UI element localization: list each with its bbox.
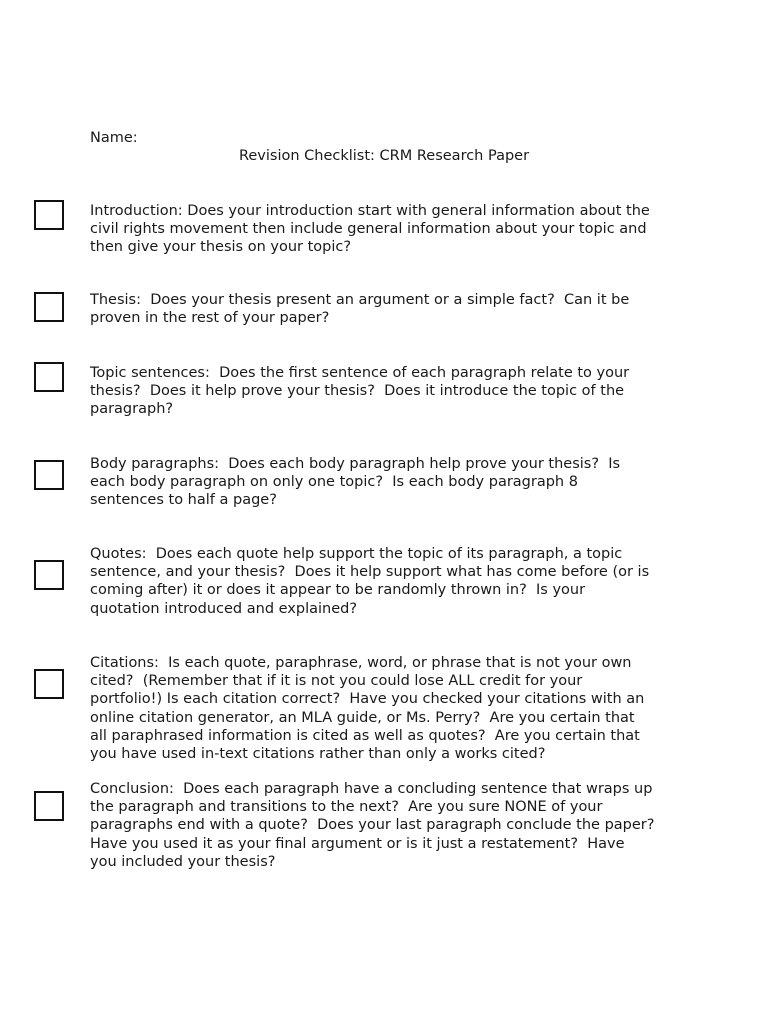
item-text-line: Body paragraphs: Does each body paragraph help prove your thesis? Is xyxy=(90,456,621,472)
item-text-line: civil rights movement then include general information about your topic and xyxy=(90,221,647,238)
item-text xyxy=(90,202,690,257)
checkbox[interactable] xyxy=(34,560,64,590)
checkbox[interactable] xyxy=(34,460,64,490)
item-text-line: you have used in-text citations rather than only a works cited? xyxy=(90,746,546,763)
item-text-line: Introduction: Does your introduction start with general information about the xyxy=(90,203,650,219)
item-text-line: all paraphrased information is cited as well as quotes? Are you certain that xyxy=(90,727,640,744)
item-text xyxy=(90,545,690,618)
item-text-line: online citation generator, an MLA guide, or Ms. Perry? Are you certain that xyxy=(90,709,635,726)
item-text-line: portfolio!) Is each citation correct? Have you checked your citations with an xyxy=(90,691,645,708)
name-label: Name: xyxy=(90,130,138,146)
item-text-line: Topic sentences: Does the first sentence of each paragraph relate to your xyxy=(90,365,630,381)
checkbox[interactable] xyxy=(34,791,64,821)
checkbox[interactable] xyxy=(34,362,64,392)
item-text-line: cited? (Remember that if it is not you could lose ALL credit for your xyxy=(90,673,583,690)
item-text-line: sentence, and your thesis? Does it help support what has come before (or is xyxy=(90,564,650,581)
item-text-line: Have you used it as your final argument or is it just a restatement? Have xyxy=(90,835,625,852)
checkbox[interactable] xyxy=(34,669,64,699)
item-text-line: Quotes: Does each quote help support the topic of its paragraph, a topic xyxy=(90,546,623,562)
item-text-line: coming after) it or does it appear to be randomly thrown in? Is your xyxy=(90,582,586,599)
item-text xyxy=(90,654,690,763)
checkbox[interactable] xyxy=(34,200,64,230)
item-text-line: the paragraph and transitions to the next? Are you sure NONE of your xyxy=(90,799,603,816)
item-text-line: paragraphs end with a quote? Does your last paragraph conclude the paper? xyxy=(90,817,655,834)
item-text-line: Citations: Is each quote, paraphrase, word, or phrase that is not your own xyxy=(90,655,632,671)
item-text xyxy=(90,291,690,327)
item-text-line: each body paragraph on only one topic? Is each body paragraph 8 xyxy=(90,474,578,491)
item-text-line: Thesis: Does your thesis present an argument or a simple fact? Can it be xyxy=(90,292,630,308)
item-text-line: you included your thesis? xyxy=(90,853,276,870)
checkbox[interactable] xyxy=(34,292,64,322)
item-text xyxy=(90,364,690,419)
item-text-line: sentences to half a page? xyxy=(90,492,277,509)
item-text-line: quotation introduced and explained? xyxy=(90,600,358,617)
item-text-line: proven in the rest of your paper? xyxy=(90,310,330,327)
item-text-line: Conclusion: Does each paragraph have a concluding sentence that wraps up xyxy=(90,781,653,797)
item-text-line: then give your thesis on your topic? xyxy=(90,239,352,256)
item-text xyxy=(90,780,690,871)
item-text-line: paragraph? xyxy=(90,401,174,418)
page-title: Revision Checklist: CRM Research Paper xyxy=(238,148,530,164)
item-text xyxy=(90,455,690,510)
item-text-line: thesis? Does it help prove your thesis? Does it introduce the topic of the xyxy=(90,383,625,400)
